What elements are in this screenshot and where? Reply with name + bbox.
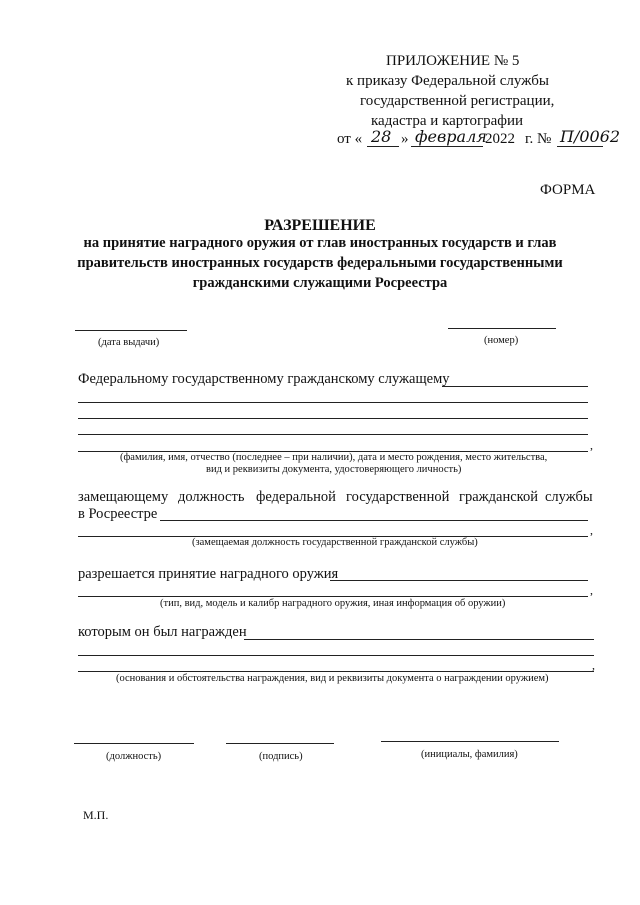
sig-position-line[interactable]	[74, 743, 194, 744]
issue-date-line[interactable]	[75, 330, 187, 331]
date-day-underline	[367, 146, 399, 147]
position-word-4: государственной	[346, 489, 450, 505]
employee-field-2[interactable]	[78, 402, 588, 403]
date-year-suffix: г. №	[525, 131, 552, 147]
header-appendix: ПРИЛОЖЕНИЕ № 5	[386, 53, 520, 69]
number-line[interactable]	[448, 328, 556, 329]
person-caption-2: вид и реквизиты документа, удостоверяющего личность)	[206, 464, 462, 475]
position-caption: (замещаемая должность государственной гражданской службы)	[192, 537, 478, 548]
date-prefix: от «	[337, 131, 363, 147]
awarded-field-1[interactable]	[244, 639, 594, 640]
weapon-field-2[interactable]	[78, 596, 588, 597]
employee-field-4[interactable]	[78, 434, 588, 435]
header-order-line: к приказу Федеральной службы	[346, 73, 550, 89]
sig-signature-line[interactable]	[226, 743, 334, 744]
person-caption-1: (фамилия, имя, отчество (последнее – при наличии), дата и место рождения, место жительства,	[120, 452, 548, 463]
position-comma: ,	[590, 523, 593, 537]
date-quote-close: »	[401, 131, 409, 147]
order-number: П/0062	[560, 127, 621, 146]
date-month: февраля	[415, 127, 487, 146]
date-month-underline	[411, 146, 483, 147]
position-word-3: федеральной	[256, 489, 336, 505]
header-date-line	[337, 127, 621, 152]
employee-label: Федеральному государственному гражданскому служащему	[78, 371, 450, 387]
position-word-2: должность	[178, 489, 245, 505]
document-title: РАЗРЕШЕНИЕ	[264, 217, 376, 234]
position-word-6: службы	[545, 489, 593, 505]
employee-field-3[interactable]	[78, 418, 588, 419]
date-day: 28	[371, 127, 392, 146]
position-field-1[interactable]	[160, 520, 588, 521]
awarded-field-2[interactable]	[78, 655, 594, 656]
weapon-field-1[interactable]	[330, 580, 588, 581]
stamp-place: М.П.	[83, 808, 109, 822]
sig-name-line[interactable]	[381, 741, 559, 742]
document-subtitle: на принятие наградного оружия от глав иностранных государств и глав правительств иностранных государств федеральными государственными гражданскими служащими Росреестра	[77, 235, 563, 291]
order-number-underline	[557, 146, 603, 147]
weapon-comma: ,	[590, 583, 593, 597]
header-agency-line-2: кадастра и картографии	[371, 113, 524, 129]
position-word-5: гражданской	[459, 489, 538, 505]
header-agency-line: государственной регистрации,	[360, 93, 555, 109]
sig-position-caption: (должность)	[106, 751, 162, 762]
sig-name-caption: (инициалы, фамилия)	[421, 749, 518, 760]
permitted-label: разрешается принятие наградного оружия	[78, 566, 339, 582]
employee-field-1[interactable]	[442, 386, 588, 387]
awarded-field-3[interactable]	[78, 671, 594, 672]
position-word-1: замещающему	[78, 489, 169, 505]
position-label-line2: в Росреестре	[78, 506, 158, 522]
form-label: ФОРМА	[540, 182, 596, 198]
weapon-caption: (тип, вид, модель и калибр наградного оружия, иная информация об оружии)	[160, 598, 506, 609]
awarded-comma: ,	[592, 658, 595, 672]
date-year: 2022	[485, 131, 515, 147]
employee-comma: ,	[590, 438, 593, 452]
awarded-label: которым он был награжден	[78, 624, 247, 640]
issue-date-caption: (дата выдачи)	[98, 337, 160, 348]
grounds-caption: (основания и обстоятельства награждения, вид и реквизиты документа о награждении оружием)	[116, 673, 549, 684]
sig-signature-caption: (подпись)	[259, 751, 303, 762]
number-caption: (номер)	[484, 335, 519, 346]
